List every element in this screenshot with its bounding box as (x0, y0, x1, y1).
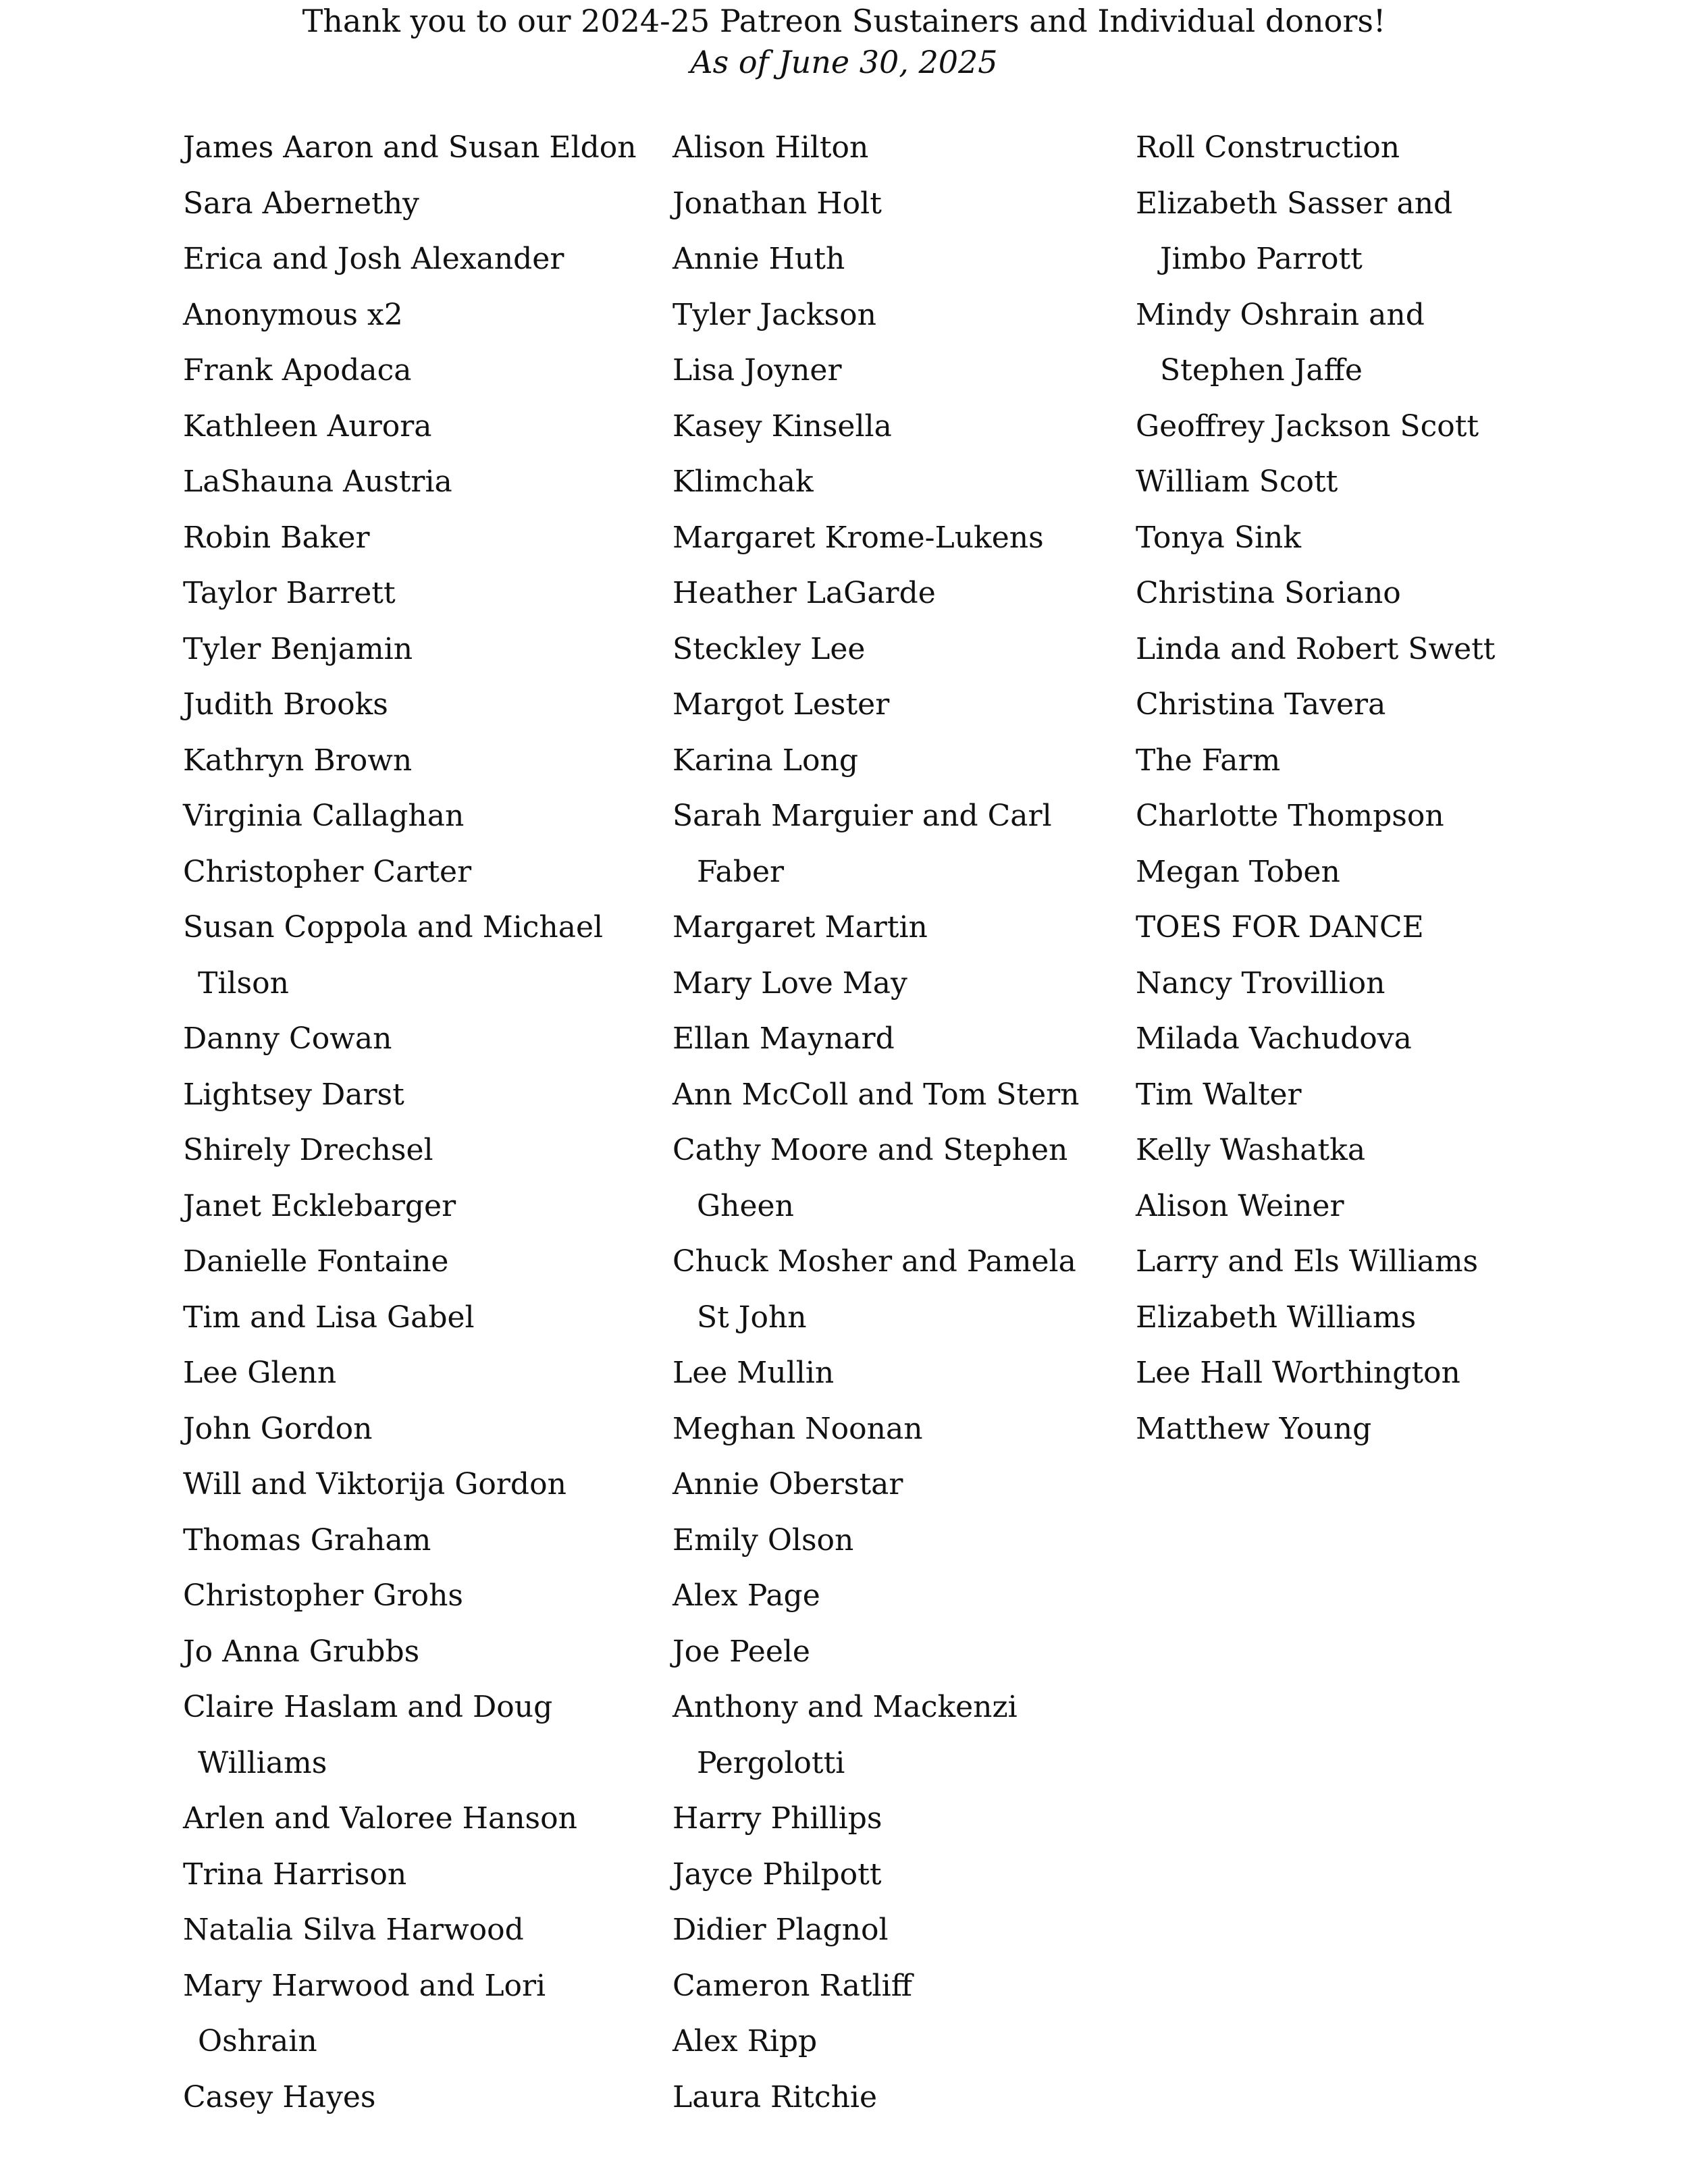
donor-name: Sara Abernethy (183, 186, 419, 221)
donor-name: The Farm (1136, 743, 1281, 778)
donor-name: Natalia Silva Harwood (183, 1913, 524, 1947)
donor-name: Tyler Benjamin (183, 631, 413, 666)
donor-name: Lee Mullin (672, 1356, 835, 1390)
donor-name: Larry and Els Williams (1136, 1244, 1479, 1279)
donor-name: Arlen and Valoree Hanson (183, 1801, 577, 1836)
donor-name: Erica and Josh Alexander (183, 242, 564, 276)
donor-name: Margaret Martin (672, 910, 928, 944)
page-header (0, 0, 1688, 82)
donor-name-continuation: Williams (198, 1745, 327, 1780)
donor-name: Tim and Lisa Gabel (183, 1300, 475, 1335)
donor-column-1 (183, 120, 656, 2125)
donor-name: Lightsey Darst (183, 1077, 404, 1112)
donor-name: Elizabeth Williams (1136, 1300, 1417, 1335)
donor-name: Linda and Robert Swett (1136, 631, 1496, 666)
donor-name: Mary Harwood and Lori (183, 1968, 546, 2003)
donor-name: Frank Apodaca (183, 353, 412, 388)
donor-name: Cathy Moore and Stephen (672, 1133, 1068, 1167)
donor-name: Laura Ritchie (672, 2079, 878, 2114)
donor-name: Robin Baker (183, 520, 370, 555)
donor-name: Steckley Lee (672, 631, 866, 666)
donor-name: Geoffrey Jackson Scott (1136, 408, 1479, 444)
donor-name: Jo Anna Grubbs (183, 1634, 420, 1669)
donor-name: Roll Construction (1136, 130, 1400, 165)
donor-name: Margaret Krome-Lukens (672, 520, 1044, 555)
donor-name: Danielle Fontaine (183, 1244, 449, 1279)
donor-name: Charlotte Thompson (1136, 799, 1444, 833)
as-of-date: As of June 30, 2025 (690, 44, 998, 80)
donor-name: Claire Haslam and Doug (183, 1690, 553, 1724)
donor-name: Trina Harrison (183, 1857, 407, 1892)
donor-name: Kathryn Brown (183, 743, 413, 778)
donor-name: Shirely Drechsel (183, 1133, 433, 1167)
donor-name: Susan Coppola and Michael (183, 910, 604, 944)
donor-name: James Aaron and Susan Eldon (183, 130, 637, 165)
donor-name: Klimchak (672, 464, 814, 499)
donor-name: Jayce Philpott (672, 1857, 882, 1892)
donor-name: Virginia Callaghan (183, 799, 465, 833)
donor-name: Anonymous x2 (183, 297, 403, 332)
donor-name: Didier Plagnol (672, 1913, 889, 1947)
donor-name: Meghan Noonan (672, 1411, 923, 1446)
donor-name: Tim Walter (1136, 1077, 1302, 1112)
donor-name: Jonathan Holt (672, 186, 882, 221)
donor-name: Christopher Grohs (183, 1578, 464, 1613)
donor-name: Kasey Kinsella (672, 408, 892, 444)
donor-name: Chuck Mosher and Pamela (672, 1244, 1076, 1279)
donor-name-continuation: Pergolotti (697, 1745, 845, 1780)
donor-name: Judith Brooks (183, 687, 388, 722)
donor-name-continuation: Tilson (198, 965, 289, 1001)
donor-name: Annie Huth (672, 242, 845, 276)
donor-name: Danny Cowan (183, 1021, 392, 1056)
page-title: Thank you to our 2024-25 Patreon Sustainers and Individual donors! (302, 3, 1386, 39)
donor-name: Christopher Carter (183, 854, 472, 889)
donor-name: Heather LaGarde (672, 576, 936, 610)
donor-name: Elizabeth Sasser and (1136, 186, 1453, 221)
donor-name: Nancy Trovillion (1136, 965, 1386, 1001)
donor-name: Matthew Young (1136, 1411, 1372, 1446)
donor-name: Mindy Oshrain and (1136, 297, 1425, 332)
donor-name-continuation: Faber (697, 854, 785, 889)
donor-name-continuation: Jimbo Parrott (1160, 242, 1363, 276)
donor-column-2 (672, 120, 1118, 2125)
donor-name: Kelly Washatka (1136, 1133, 1366, 1167)
donor-column-3 (1136, 120, 1649, 1457)
donor-name: Alex Ripp (672, 2024, 818, 2058)
donor-name: Megan Toben (1136, 854, 1340, 889)
donor-name: Christina Tavera (1136, 687, 1386, 722)
donor-name: Cameron Ratliff (672, 1968, 912, 2003)
donor-name: Tyler Jackson (672, 297, 876, 332)
donor-name: Janet Ecklebarger (183, 1188, 456, 1223)
donor-name: Margot Lester (672, 687, 890, 722)
donor-name: Mary Love May (672, 965, 907, 1001)
donor-name: Annie Oberstar (672, 1467, 903, 1501)
donor-name: Casey Hayes (183, 2079, 376, 2114)
donor-name: Will and Viktorija Gordon (183, 1467, 566, 1501)
donor-name-continuation: Stephen Jaffe (1160, 353, 1363, 388)
donor-name: Sarah Marguier and Carl (672, 799, 1052, 833)
donor-name: Harry Phillips (672, 1801, 882, 1836)
donor-name: Alex Page (672, 1578, 820, 1613)
donor-name: Milada Vachudova (1136, 1021, 1412, 1056)
donor-name: Thomas Graham (183, 1522, 431, 1557)
donor-name: William Scott (1136, 464, 1338, 499)
donor-name-continuation: St John (697, 1300, 807, 1335)
donor-name: Lee Glenn (183, 1356, 337, 1390)
donor-name: Joe Peele (672, 1634, 810, 1669)
donor-name: LaShauna Austria (183, 464, 452, 499)
donor-name: Alison Hilton (672, 130, 869, 165)
donor-name: Christina Soriano (1136, 576, 1401, 610)
donor-name: Lee Hall Worthington (1136, 1356, 1460, 1390)
donor-name: Karina Long (672, 743, 858, 778)
donor-name: TOES FOR DANCE (1136, 910, 1424, 944)
donor-name: Emily Olson (672, 1522, 854, 1557)
donor-name-continuation: Gheen (697, 1188, 794, 1223)
donor-name: Tonya Sink (1136, 520, 1302, 555)
donor-name: Alison Weiner (1136, 1188, 1344, 1223)
donor-name: Ann McColl and Tom Stern (672, 1077, 1080, 1112)
donor-name-continuation: Oshrain (198, 2024, 317, 2058)
donor-name: Taylor Barrett (183, 576, 396, 610)
donor-name: Anthony and Mackenzi (672, 1690, 1018, 1724)
donor-name: Ellan Maynard (672, 1021, 895, 1056)
donor-name: Kathleen Aurora (183, 408, 432, 444)
donor-name: Lisa Joyner (672, 353, 842, 388)
donor-name: John Gordon (183, 1411, 373, 1446)
